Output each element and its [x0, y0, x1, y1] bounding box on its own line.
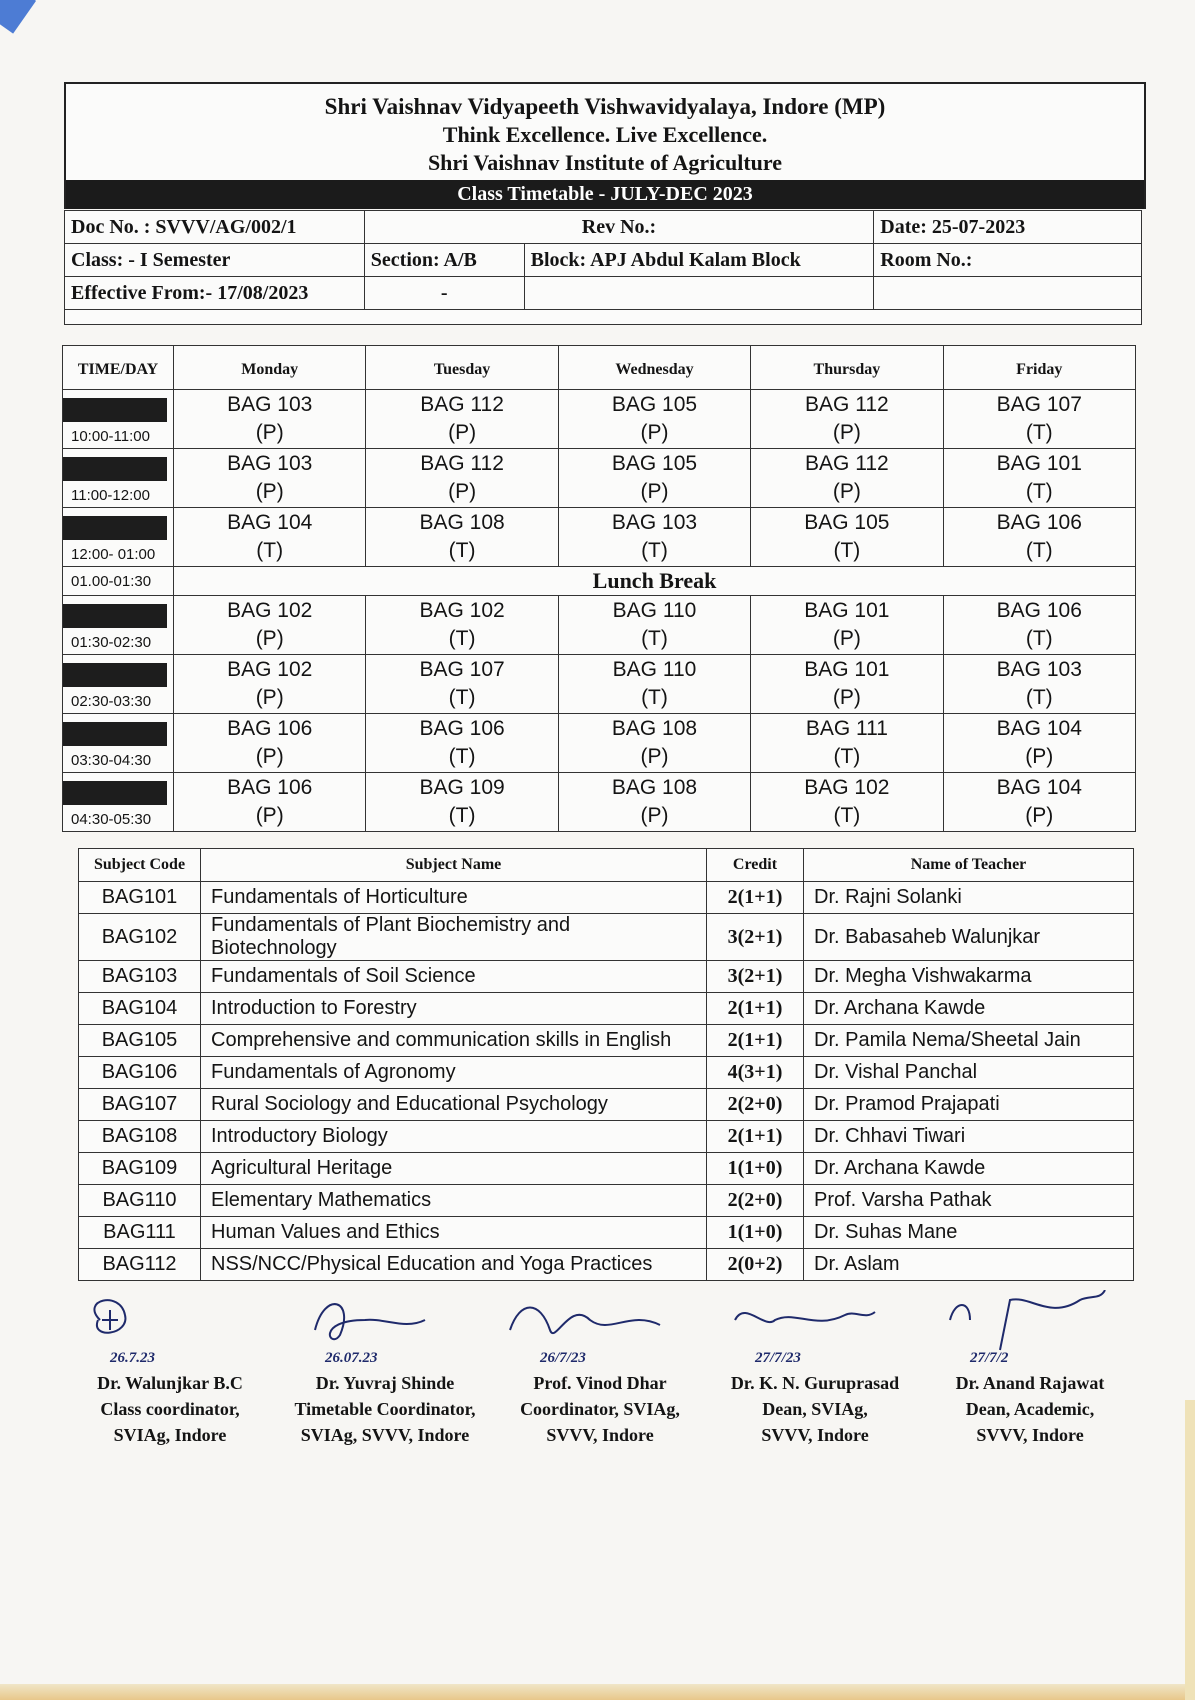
course-code: BAG 108 [419, 511, 505, 534]
teacher-name: Dr. Pramod Prajapati [804, 1089, 1134, 1121]
timetable-row [63, 508, 1136, 567]
class-cell [558, 773, 750, 832]
subject-credit: 2(1+1) [707, 1121, 804, 1153]
col-header-code: Subject Code [79, 849, 201, 882]
course-code: BAG 103 [996, 658, 1082, 681]
subject-name: Introduction to Forestry [201, 993, 707, 1025]
subject-credit: 2(2+0) [707, 1089, 804, 1121]
timetable-row [63, 655, 1136, 714]
class-cell [174, 390, 366, 449]
class-cell [366, 714, 558, 773]
time-slot [63, 714, 174, 773]
subject-code: BAG108 [79, 1121, 201, 1153]
class-cell [751, 596, 943, 655]
course-type: (T) [448, 627, 476, 650]
class-cell [751, 508, 943, 567]
teacher-name: Prof. Varsha Pathak [804, 1185, 1134, 1217]
course-type: (T) [448, 686, 476, 709]
class-cell [174, 714, 366, 773]
page-right-edge [1185, 1400, 1195, 1700]
subject-name: Fundamentals of Agronomy [201, 1057, 707, 1089]
course-code: BAG 102 [419, 599, 505, 622]
timetable-grid [62, 345, 1136, 832]
timetable-row [63, 596, 1136, 655]
course-type: (T) [1025, 539, 1053, 562]
redacted-bar [63, 604, 167, 628]
subject-row [79, 1025, 1134, 1057]
class-cell [366, 596, 558, 655]
course-type: (P) [640, 480, 669, 503]
teacher-name: Dr. Babasaheb Walunjkar [804, 914, 1134, 961]
handwritten-signature [500, 1290, 700, 1370]
course-code: BAG 110 [612, 599, 697, 622]
course-code: BAG 104 [996, 717, 1082, 740]
signatory-role: Timetable Coordinator, [294, 1399, 476, 1419]
col-header-monday: Monday [174, 346, 366, 390]
course-code: BAG 102 [227, 599, 313, 622]
subject-name: Introductory Biology [201, 1121, 707, 1153]
institute-name: Shri Vaishnav Institute of Agriculture [427, 150, 783, 175]
course-code: BAG 106 [227, 717, 313, 740]
lunch-break-label: Lunch Break [174, 567, 1136, 596]
signatures [70, 1290, 1130, 1448]
course-code: BAG 104 [227, 511, 313, 534]
class-cell [174, 508, 366, 567]
timetable-row [63, 773, 1136, 832]
course-type: (P) [255, 745, 284, 768]
class-cell [943, 449, 1135, 508]
col-header-timeday: TIME/DAY [63, 346, 174, 390]
subject-name: Fundamentals of Horticulture [201, 882, 707, 914]
signatory-role: Dean, SVIAg, [762, 1399, 868, 1419]
course-type: (T) [833, 804, 861, 827]
course-code: BAG 101 [804, 599, 890, 622]
course-type: (P) [640, 804, 669, 827]
subject-name: NSS/NCC/Physical Education and Yoga Practices [201, 1249, 707, 1281]
course-type: (P) [255, 804, 284, 827]
room-no: Room No.: [874, 244, 1142, 277]
course-code: BAG 101 [996, 452, 1082, 475]
subject-row [79, 914, 1134, 961]
subject-code: BAG110 [79, 1185, 201, 1217]
subject-name: Fundamentals of Plant Biochemistry and Biotechnology [201, 914, 707, 961]
course-type: (P) [832, 421, 861, 444]
course-code: BAG 103 [611, 511, 698, 534]
signature-block [500, 1290, 700, 1448]
class-cell [943, 390, 1135, 449]
signatory-name: Dr. Walunjkar B.C [97, 1373, 243, 1393]
subject-row [79, 1185, 1134, 1217]
subject-name: Agricultural Heritage [201, 1153, 707, 1185]
handwritten-signature [285, 1290, 485, 1370]
course-code: BAG 102 [804, 776, 890, 799]
course-type: (T) [641, 627, 668, 650]
course-type: (T) [641, 686, 668, 709]
signature-date: 27/7/23 [755, 1350, 801, 1366]
course-code: BAG 106 [996, 599, 1082, 622]
rev-no: Rev No.: [364, 211, 873, 244]
course-type: (P) [832, 480, 861, 503]
course-type: (P) [255, 480, 284, 503]
subject-row [79, 1249, 1134, 1281]
signature-date: 26/7/23 [540, 1350, 586, 1366]
col-header-name: Subject Name [201, 849, 707, 882]
subject-row [79, 1153, 1134, 1185]
course-type: (T) [448, 539, 476, 562]
subject-credit: 2(1+1) [707, 882, 804, 914]
class-cell [558, 508, 750, 567]
signatory-role: Dean, Academic, [965, 1399, 1095, 1419]
time-label: 11:00-12:00 [71, 487, 150, 504]
subject-name: Human Values and Ethics [201, 1217, 707, 1249]
subject-row [79, 1089, 1134, 1121]
doc-no: Doc No. : SVVV/AG/002/1 [65, 211, 365, 244]
redacted-bar [63, 398, 167, 422]
redacted-bar [63, 781, 167, 805]
subject-table [78, 848, 1134, 1281]
course-code: BAG 106 [996, 511, 1082, 534]
timetable-row [63, 714, 1136, 773]
course-type: (P) [832, 627, 861, 650]
course-code: BAG 112 [805, 393, 889, 416]
teacher-name: Dr. Pamila Nema/Sheetal Jain [804, 1025, 1134, 1057]
teacher-name: Dr. Archana Kawde [804, 1153, 1134, 1185]
course-code: BAG 106 [227, 776, 313, 799]
subject-credit: 3(2+1) [707, 914, 804, 961]
class-cell [174, 449, 366, 508]
lunch-time: 01.00-01:30 [63, 567, 174, 596]
subject-row [79, 1217, 1134, 1249]
course-code: BAG 101 [804, 658, 890, 681]
course-type: (P) [640, 745, 669, 768]
redacted-bar [63, 663, 167, 687]
subject-code: BAG101 [79, 882, 201, 914]
class-cell [366, 773, 558, 832]
subject-credit: 2(1+1) [707, 1025, 804, 1057]
signatory-role: Coordinator, SVIAg, [520, 1399, 680, 1419]
col-header-wednesday: Wednesday [558, 346, 750, 390]
time-label: 01:30-02:30 [71, 634, 152, 651]
subject-credit: 1(1+0) [707, 1217, 804, 1249]
course-code: BAG 111 [805, 717, 888, 740]
time-slot [63, 449, 174, 508]
subject-credit: 4(3+1) [707, 1057, 804, 1089]
course-code: BAG 105 [804, 511, 890, 534]
class-cell [174, 596, 366, 655]
signature-block [715, 1290, 915, 1448]
course-code: BAG 110 [612, 658, 697, 681]
time-slot [63, 655, 174, 714]
time-label: 04:30-05:30 [71, 811, 152, 828]
subject-row [79, 1057, 1134, 1089]
redacted-bar [63, 722, 167, 746]
class-cell [558, 655, 750, 714]
course-type: (P) [640, 421, 669, 444]
subject-code: BAG107 [79, 1089, 201, 1121]
course-code: BAG 109 [419, 776, 505, 799]
course-code: BAG 106 [419, 717, 505, 740]
signatory-name: Dr. Anand Rajawat [955, 1373, 1105, 1393]
course-type: (T) [1025, 686, 1053, 709]
date: Date: 25-07-2023 [874, 211, 1142, 244]
subject-credit: 3(2+1) [707, 961, 804, 993]
signature-date: 26.07.23 [325, 1350, 378, 1366]
teacher-name: Dr. Megha Vishwakarma [804, 961, 1134, 993]
time-label: 02:30-03:30 [71, 693, 152, 710]
course-code: BAG 104 [996, 776, 1082, 799]
signature-block [930, 1290, 1130, 1448]
document-meta-table [64, 210, 1142, 325]
signatory-org: SVVV, Indore [546, 1425, 654, 1445]
signatory-org: SVVV, Indore [976, 1425, 1084, 1445]
timetable-row [63, 449, 1136, 508]
course-type: (P) [255, 627, 284, 650]
timetable-header-row [63, 346, 1136, 390]
subject-credit: 1(1+0) [707, 1153, 804, 1185]
course-type: (P) [255, 421, 284, 444]
signature-block [70, 1290, 270, 1448]
class-info: Class: - I Semester [65, 244, 365, 277]
teacher-name: Dr. Suhas Mane [804, 1217, 1134, 1249]
class-cell [751, 714, 943, 773]
redacted-bar [63, 516, 167, 540]
subject-credit: 2(1+1) [707, 993, 804, 1025]
subject-row [79, 961, 1134, 993]
effective-from: Effective From:- 17/08/2023 [65, 277, 365, 310]
university-name: Shri Vaishnav Vidyapeeth Vishwavidyalaya, Indore (MP) [324, 94, 886, 119]
class-cell [366, 449, 558, 508]
col-header-credit: Credit [707, 849, 804, 882]
course-code: BAG 112 [420, 452, 504, 475]
course-code: BAG 107 [419, 658, 505, 681]
time-slot [63, 390, 174, 449]
signatory-name: Prof. Vinod Dhar [533, 1373, 667, 1393]
signature-date: 27/7/2 [970, 1350, 1009, 1366]
course-code: BAG 103 [227, 452, 313, 475]
subject-row [79, 882, 1134, 914]
course-type: (P) [832, 686, 861, 709]
signatory-name: Dr. K. N. Guruprasad [730, 1373, 900, 1393]
timetable-title: Class Timetable - JULY-DEC 2023 [66, 180, 1144, 209]
time-label: 12:00- 01:00 [71, 546, 156, 563]
subject-code: BAG102 [79, 914, 201, 961]
page-bottom-edge [0, 1684, 1195, 1700]
class-cell [174, 773, 366, 832]
signatory-role: Class coordinator, [100, 1399, 240, 1419]
course-type: (T) [448, 804, 476, 827]
subject-row [79, 1121, 1134, 1153]
timetable-row [63, 390, 1136, 449]
class-cell [366, 390, 558, 449]
motto: Think Excellence. Live Excellence. [442, 122, 768, 147]
course-code: BAG 108 [611, 717, 698, 740]
teacher-name: Dr. Vishal Panchal [804, 1057, 1134, 1089]
col-header-friday: Friday [943, 346, 1135, 390]
time-label: 10:00-11:00 [71, 428, 150, 445]
course-type: (T) [833, 539, 861, 562]
course-code: BAG 112 [805, 452, 889, 475]
teacher-name: Dr. Rajni Solanki [804, 882, 1134, 914]
teacher-name: Dr. Chhavi Tiwari [804, 1121, 1134, 1153]
page-edge-mark [0, 0, 36, 34]
subject-row [79, 993, 1134, 1025]
course-type: (P) [448, 421, 477, 444]
class-cell [943, 714, 1135, 773]
course-type: (T) [448, 745, 476, 768]
class-cell [366, 508, 558, 567]
course-type: (P) [1025, 745, 1054, 768]
class-cell [943, 596, 1135, 655]
time-label: 03:30-04:30 [71, 752, 152, 769]
course-type: (P) [255, 686, 284, 709]
course-type: (T) [1025, 421, 1053, 444]
section-info: Section: A/B [364, 244, 524, 277]
subject-code: BAG103 [79, 961, 201, 993]
signatory-org: SVIAg, SVVV, Indore [300, 1425, 470, 1445]
course-code: BAG 105 [611, 452, 698, 475]
subject-code: BAG105 [79, 1025, 201, 1057]
class-cell [174, 655, 366, 714]
teacher-name: Dr. Archana Kawde [804, 993, 1134, 1025]
handwritten-signature [715, 1290, 915, 1370]
course-code: BAG 107 [996, 393, 1082, 416]
subject-credit: 2(2+0) [707, 1185, 804, 1217]
course-type: (T) [833, 745, 861, 768]
course-type: (T) [641, 539, 668, 562]
class-cell [558, 390, 750, 449]
col-header-tuesday: Tuesday [366, 346, 558, 390]
course-type: (T) [1025, 480, 1053, 503]
time-slot [63, 773, 174, 832]
course-code: BAG 108 [611, 776, 698, 799]
course-code: BAG 112 [420, 393, 504, 416]
class-cell [751, 655, 943, 714]
subject-name: Elementary Mathematics [201, 1185, 707, 1217]
subject-name: Rural Sociology and Educational Psychology [201, 1089, 707, 1121]
course-type: (P) [448, 480, 477, 503]
class-cell [751, 773, 943, 832]
subject-header-row [79, 849, 1134, 882]
time-slot [63, 508, 174, 567]
handwritten-signature [70, 1290, 270, 1370]
time-slot [63, 596, 174, 655]
course-type: (P) [1025, 804, 1054, 827]
class-cell [558, 596, 750, 655]
course-code: BAG 102 [227, 658, 313, 681]
subject-code: BAG112 [79, 1249, 201, 1281]
col-header-teacher: Name of Teacher [804, 849, 1134, 882]
class-cell [751, 449, 943, 508]
class-cell [943, 508, 1135, 567]
document-header [64, 82, 1146, 209]
handwritten-signature [930, 1290, 1130, 1370]
class-cell [366, 655, 558, 714]
block-info: Block: APJ Abdul Kalam Block [524, 244, 874, 277]
section-dash: - [364, 277, 524, 310]
course-code: BAG 105 [611, 393, 698, 416]
signature-block [285, 1290, 485, 1448]
class-cell [558, 449, 750, 508]
subject-code: BAG109 [79, 1153, 201, 1185]
class-cell [751, 390, 943, 449]
course-type: (T) [256, 539, 284, 562]
class-cell [943, 773, 1135, 832]
class-cell [943, 655, 1135, 714]
lunch-row [63, 567, 1136, 596]
course-code: BAG 103 [227, 393, 313, 416]
subject-name: Comprehensive and communication skills in English [201, 1025, 707, 1057]
teacher-name: Dr. Aslam [804, 1249, 1134, 1281]
signatory-org: SVVV, Indore [761, 1425, 869, 1445]
signatory-org: SVIAg, Indore [113, 1425, 227, 1445]
redacted-bar [63, 457, 167, 481]
subject-code: BAG111 [79, 1217, 201, 1249]
col-header-thursday: Thursday [751, 346, 943, 390]
subject-name: Fundamentals of Soil Science [201, 961, 707, 993]
subject-code: BAG104 [79, 993, 201, 1025]
signature-date: 26.7.23 [110, 1350, 155, 1366]
course-type: (T) [1025, 627, 1053, 650]
subject-code: BAG106 [79, 1057, 201, 1089]
class-cell [558, 714, 750, 773]
subject-credit: 2(0+2) [707, 1249, 804, 1281]
signatory-name: Dr. Yuvraj Shinde [315, 1373, 455, 1393]
